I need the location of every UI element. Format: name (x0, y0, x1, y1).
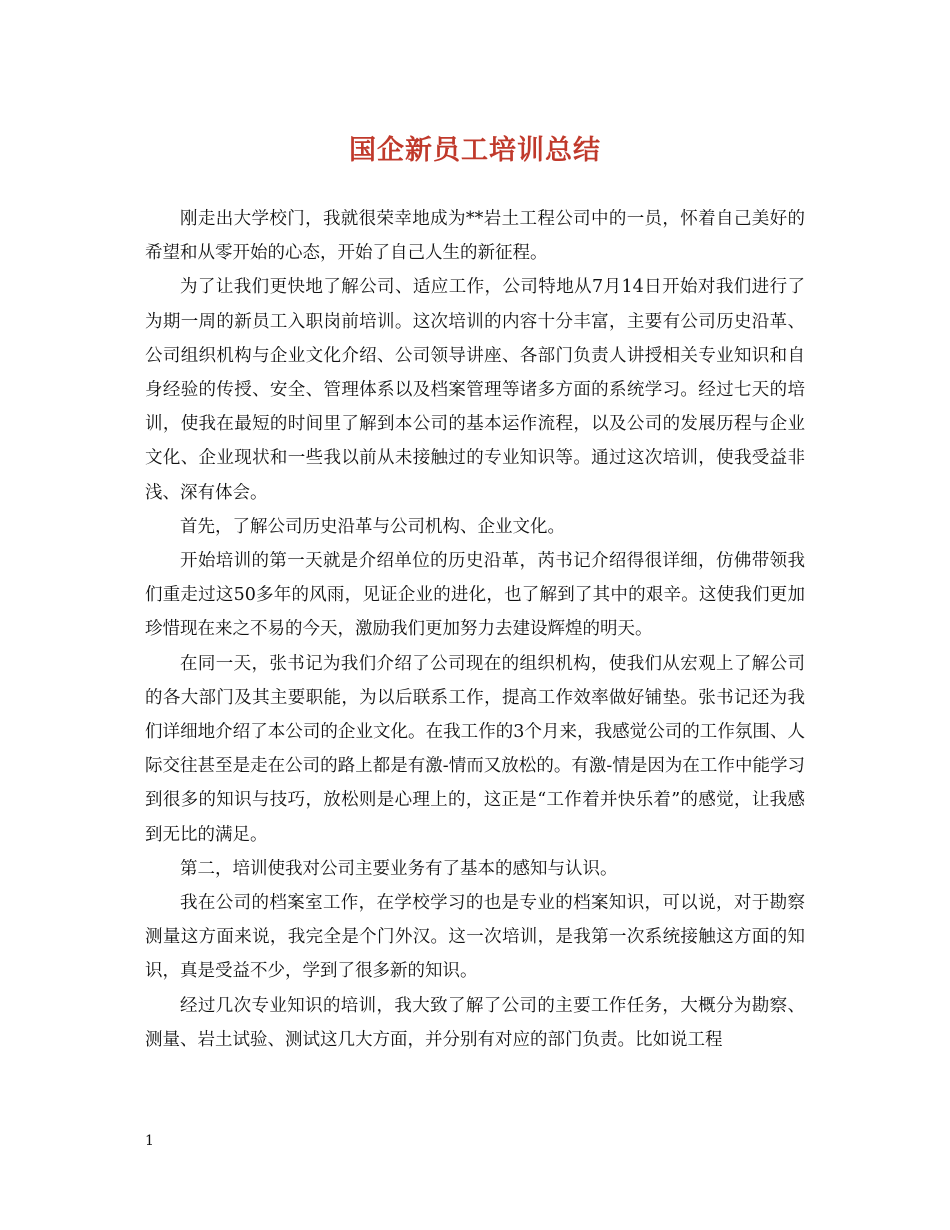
document-title: 国企新员工培训总结 (349, 135, 601, 166)
page-number: 1 (145, 1133, 154, 1149)
paragraph: 经过几次专业知识的培训，我大致了解了公司的主要工作任务，大概分为勘察、测量、岩土试验、测试这几大方面，并分别有对应的部门负责。比如说工程 (145, 995, 805, 1050)
paragraph: 我在公司的档案室工作，在学校学习的也是专业的档案知识，可以说，对于勘察测量这方面来说，我完全是个门外汉。这一次培训，是我第一次系统接触这方面的知识，真是受益不少，学到了很多新的知识。 (145, 893, 805, 982)
paragraph: 开始培训的第一天就是介绍单位的历史沿革，芮书记介绍得很详细，仿佛带领我们重走过这50多年的风雨，见证企业的进化，也了解到了其中的艰辛。这使我们更加珍惜现在来之不易的今天，激励我们更加努力去建设辉煌的明天。 (145, 551, 805, 640)
paragraph: 在同一天，张书记为我们介绍了公司现在的组织机构，使我们从宏观上了解公司的各大部门及其主要职能，为以后联系工作，提高工作效率做好铺垫。张书记还为我们详细地介绍了本公司的企业文化。在我工作的3个月来，我感觉公司的工作氛围、人际交往甚至是走在公司的路上都是有激-情而又放松的。有激-情是因为在工作中能学习到很多的知识与技巧，放松则是心理上的，这正是“工作着并快乐着”的感觉，让我感到无比的满足。 (145, 653, 805, 845)
paragraph: 首先，了解公司历史沿革与公司机构、企业文化。 (180, 516, 565, 537)
paragraph: 为了让我们更快地了解公司、适应工作，公司特地从7月14日开始对我们进行了为期一周的新员工入职岗前培训。这次培训的内容十分丰富，主要有公司历史沿革、公司组织机构与企业文化介绍、公司领导讲座、各部门负责人讲授相关专业知识和自身经验的传授、安全、管理体系以及档案管理等诸多方面的系统学习。经过七天的培训，使我在最短的时间里了解到本公司的基本运作流程，以及公司的发展历程与企业文化、企业现状和一些我以前从未接触过的专业知识等。通过这次培训，使我受益非浅、深有体会。 (145, 277, 805, 503)
document-body (145, 202, 805, 1057)
paragraph: 第二，培训使我对公司主要业务有了基本的感知与认识。 (180, 858, 618, 879)
paragraph: 刚走出大学校门，我就很荣幸地成为**岩土工程公司中的一员，怀着自己美好的希望和从零开始的心态，开始了自己人生的新征程。 (145, 209, 805, 264)
